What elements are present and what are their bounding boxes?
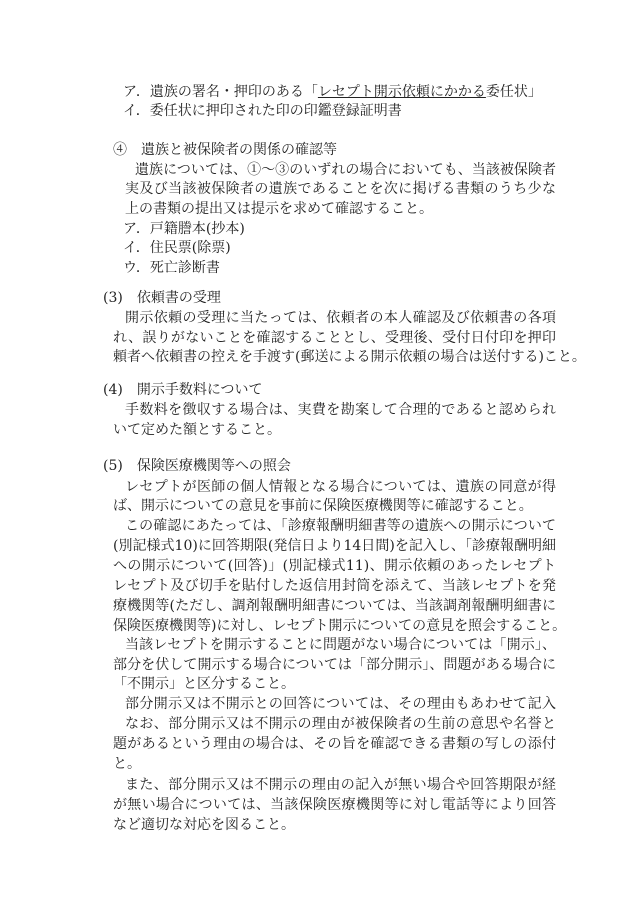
text-line: この確認にあたっては、「診療報酬明細書等の遺族への開示について <box>125 518 556 534</box>
text-line: 上の書類の提出又は提示を求めて確認すること。 <box>125 201 433 217</box>
text-line: 部分を伏して開示する場合については「部分開示」、問題がある場合に <box>113 657 556 673</box>
text-line: 療機関等(ただし、調剤報酬明細書については、当該調剤報酬明細書に <box>113 598 556 614</box>
text-line: ば、開示についての意見を事前に保険医療機関等に確認すること。 <box>113 498 533 514</box>
item-a-suffix: 委任状」 <box>485 84 542 100</box>
text-line: と。 <box>113 756 141 772</box>
text-line: 遺族については、①～③のいずれの場合においても、当該被保険者 <box>135 162 556 178</box>
text-line: が無い場合については、当該保険医療機関等に対し電話等により回答 <box>113 797 556 813</box>
item-a-line <box>123 83 542 101</box>
text-line: なお、部分開示又は不開示の理由が被保険者の生前の意思や名誉と <box>125 716 556 732</box>
text-line: レセプトが医師の個人情報となる場合については、遺族の同意が得 <box>125 479 556 495</box>
text-line: 題があるという理由の場合は、その旨を確認できる書類の写しの添付 <box>113 736 556 752</box>
text-line: (5) 保険医療機関等への照会 <box>103 458 291 474</box>
text-line: イ．委任状に押印された印の印鑑登録証明書 <box>123 103 402 119</box>
text-line: いて定めた額とすること。 <box>113 422 281 438</box>
text-line: また、部分開示又は不開示の理由の記入が無い場合や回答期限が経 <box>125 777 556 793</box>
text-line: (4) 開示手数料について <box>103 382 263 398</box>
text-line: ④ 遺族と被保険者の関係の確認等 <box>113 142 337 158</box>
text-line: 開示依頼の受理に当たっては、依頼者の本人確認及び依頼書の各項 <box>125 310 556 326</box>
text-line: 当該レセプトを開示することに問題がない場合については「開示」、 <box>125 637 556 653</box>
text-line: 保険医療機関等)に対し、レセプト開示についての意見を照会すること。 <box>113 618 567 634</box>
text-line: への開示について(回答)」(別記様式11)、開示依頼のあったレセプト <box>113 558 556 574</box>
text-line: 「不開示」と区分すること。 <box>113 676 295 692</box>
text-line: ウ．死亡診断書 <box>123 260 220 276</box>
text-line: (別記様式10)に回答期限(発信日より14日間)を記入し、「診療報酬明細 <box>113 538 556 554</box>
text-line: れ、誤りがないことを確認することとし、受理後、受付日付印を押印 <box>113 330 556 346</box>
text-line: 頼者へ依頼書の控えを手渡す(郵送による開示依頼の場合は送付する)こと。 <box>113 349 586 365</box>
text-line: 部分開示又は不開示との回答については、その理由もあわせて記入 <box>125 696 556 712</box>
item-a-prefix: ア．遺族の署名・押印のある「 <box>123 84 318 100</box>
text-line: 手数料を徴収する場合は、実費を勘案して合理的であると認められ <box>125 402 556 418</box>
text-line: ア．戸籍謄本(抄本) <box>123 221 245 237</box>
text-line: 実及び当該被保険者の遺族であることを次に掲げる書類のうち少な <box>125 181 556 197</box>
text-line: など適切な対応を図ること。 <box>113 817 295 833</box>
text-line: イ．住民票(除票) <box>123 240 231 256</box>
text-line: (3) 依頼書の受理 <box>103 290 221 306</box>
text-line: レセプト及び切手を貼付した返信用封筒を添えて、当該レセプトを発 <box>113 578 556 594</box>
item-a-underlined: レセプト開示依頼にかかる <box>317 84 486 100</box>
